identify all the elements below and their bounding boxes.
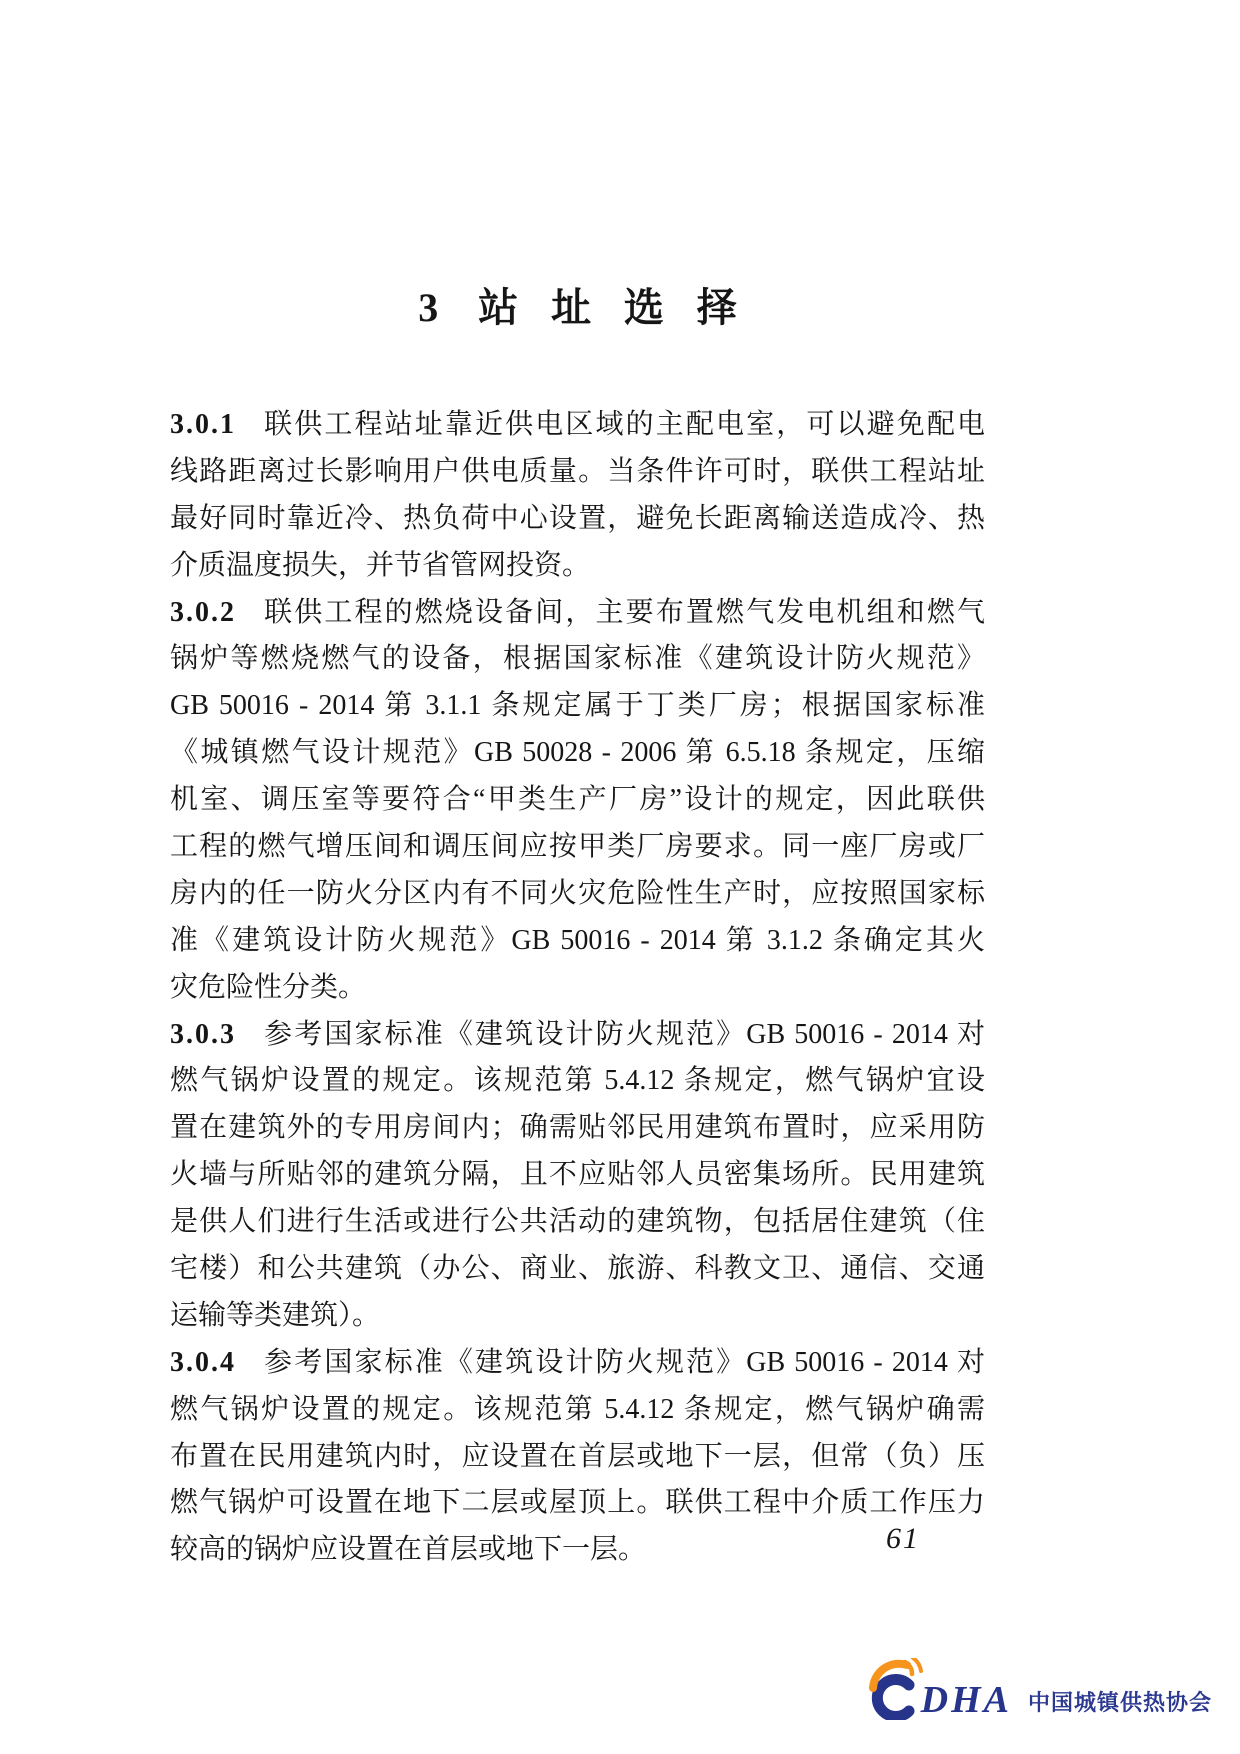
document-body (170, 402, 985, 1574)
clause-3-0-1 (170, 402, 985, 590)
paragraph-line: 较高的锅炉应设置在首层或地下一层。 (170, 1534, 647, 1566)
clause-number: 3.0.4 (170, 1346, 236, 1378)
paragraph-line: 线路距离过长影响用户供电质量。当条件许可时，联供工程站址 (170, 455, 985, 487)
page-number: 61 (886, 1522, 920, 1555)
paragraph-line (170, 1340, 985, 1387)
cdha-logo-c-icon (863, 1658, 927, 1720)
paragraph-line: 《城镇燃气设计规范》GB 50028 - 2006 第 6.5.18 条规定，压缩 (170, 737, 985, 769)
paragraph-line: 工程的燃气增压间和调压间应按甲类厂房要求。同一座厂房或厂 (170, 831, 985, 863)
paragraph-line: 介质温度损失，并节省管网投资。 (170, 549, 591, 581)
paragraph-line: 宅楼）和公共建筑（办公、商业、旅游、科教文卫、通信、交通 (170, 1253, 985, 1285)
clause-number: 3.0.2 (170, 596, 236, 628)
clause-text: 联供工程的燃烧设备间，主要布置燃气发电机组和燃气 (262, 596, 985, 628)
paragraph-line: 灾危险性分类。 (170, 971, 367, 1003)
paragraph-line (170, 402, 985, 449)
cdha-logo (863, 1658, 1212, 1720)
clause-text: 联供工程站址靠近供电区域的主配电室，可以避免配电 (262, 409, 985, 440)
paragraph-line: 燃气锅炉可设置在地下二层或屋顶上。联供工程中介质工作压力 (170, 1487, 985, 1519)
paragraph-line: 机室、调压室等要符合“甲类生产厂房”设计的规定，因此联供 (170, 784, 985, 816)
clause-number: 3.0.3 (170, 1018, 236, 1050)
chapter-title (170, 276, 985, 333)
paragraph-line: 运输等类建筑）。 (170, 1299, 381, 1331)
paragraph-line (170, 590, 985, 637)
paragraph-line: 燃气锅炉设置的规定。该规范第 5.4.12 条规定，燃气锅炉确需 (170, 1393, 985, 1425)
paragraph-line: 准《建筑设计防火规范》GB 50016 - 2014 第 3.1.2 条确定其火 (170, 924, 985, 956)
paragraph-line: 是供人们进行生活或进行公共活动的建筑物，包括居住建筑（住 (170, 1206, 985, 1238)
paragraph-line: 火墙与所贴邻的建筑分隔，且不应贴邻人员密集场所。民用建筑 (170, 1159, 985, 1191)
paragraph-line: 房内的任一防火分区内有不同火灾危险性生产时，应按照国家标 (170, 877, 985, 909)
paragraph-line: 燃气锅炉设置的规定。该规范第 5.4.12 条规定，燃气锅炉宜设 (170, 1065, 985, 1097)
paragraph-line: 置在建筑外的专用房间内；确需贴邻民用建筑布置时，应采用防 (170, 1112, 985, 1144)
clause-3-0-3 (170, 1012, 985, 1340)
clause-number: 3.0.1 (170, 409, 236, 440)
chapter-title-text: 站址选择 (478, 285, 770, 330)
logo-org-name: 中国城镇供热协会 (1027, 1690, 1212, 1715)
clause-3-0-4 (170, 1340, 985, 1574)
paragraph-line: 最好同时靠近冷、热负荷中心设置，避免长距离输送造成冷、热 (170, 502, 985, 534)
paragraph-line: 锅炉等燃烧燃气的设备，根据国家标准《建筑设计防火规范》 (170, 643, 985, 675)
paragraph-line (170, 1012, 985, 1059)
paragraph-line: GB 50016 - 2014 第 3.1.1 条规定属于丁类厂房；根据国家标准 (170, 690, 985, 722)
logo-acronym: DHA (920, 1679, 1012, 1721)
clause-3-0-2 (170, 590, 985, 1012)
chapter-number: 3 (418, 285, 439, 330)
clause-text: 参考国家标准《建筑设计防火规范》GB 50016 - 2014 对 (262, 1346, 985, 1378)
clause-text: 参考国家标准《建筑设计防火规范》GB 50016 - 2014 对 (262, 1018, 985, 1050)
paragraph-line: 布置在民用建筑内时，应设置在首层或地下一层，但常（负）压 (170, 1440, 985, 1472)
